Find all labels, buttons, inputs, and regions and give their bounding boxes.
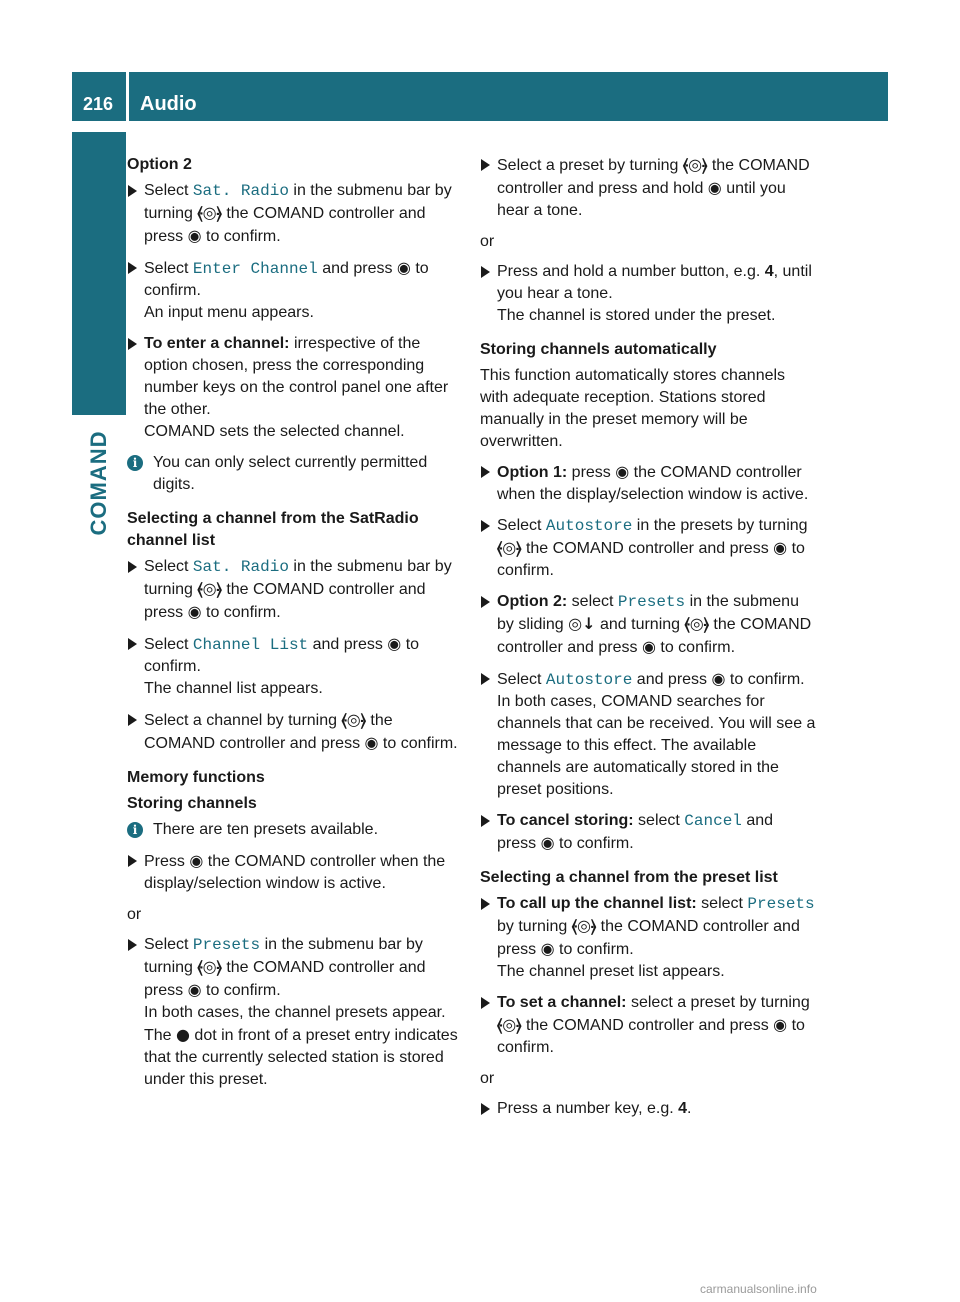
step-arrow-icon [128,185,137,197]
step-arrow-icon [481,520,490,532]
turn-controller-icon: ⦑◎⦒ [571,916,597,935]
menu-item-sat-radio: Sat. Radio [192,182,289,200]
preset-list-heading: Selecting a channel from the preset list [480,869,778,886]
side-tab [72,132,126,415]
or-separator: or [127,906,142,923]
step-cancel-storing: To cancel storing: select Cancel and press ◉ to confirm. [480,810,816,855]
press-controller-icon: ◉ [189,851,204,870]
press-controller-icon: ◉ [641,637,656,656]
step-select-channel: Select a channel by turning ⦑◎⦒ the COMAND controller and press ◉ to confirm. [127,709,463,755]
step-option2: Option 2: select Presets in the submenu by sliding ◎↓ and turning ⦑◎⦒ the COMAND controller and press ◉ to confirm. [480,591,816,659]
step-call-channel-list: To call up the channel list: select Presets by turning ⦑◎⦒ the COMAND controller and press ◉ to confirm. The channel preset list appears. [480,893,816,983]
step-arrow-icon [481,898,490,910]
step-press-controller: Press ◉ the COMAND controller when the display/selection window is active. [127,850,463,895]
info-icon: i [127,822,143,838]
step-arrow-icon [481,1103,490,1115]
memory-heading: Memory functions [127,769,265,786]
step-arrow-icon [481,266,490,278]
or-separator: or [480,1070,495,1087]
turn-controller-icon: ⦑◎⦒ [497,538,522,557]
auto-heading: Storing channels automatically [480,341,717,358]
info-note-presets: i There are ten presets available. [127,819,463,841]
menu-item-presets: Presets [747,895,815,913]
side-tab-label: COMAND [86,430,111,535]
preset-dot-icon: ● [176,1025,190,1044]
step-enter-channel: Select Enter Channel and press ◉ to confirm. An input menu appears. [127,257,463,324]
step-select-preset: Select a preset by turning ⦑◎⦒ the COMAND controller and press and hold ◉ until you hear a tone. [480,154,816,222]
slide-down-controller-icon: ◎↓ [568,614,596,633]
info-icon: i [127,455,143,471]
step-arrow-icon [128,855,137,867]
step-set-channel: To set a channel: select a preset by turning ⦑◎⦒ the COMAND controller and press ◉ to confirm. [480,992,816,1059]
menu-item-enter-channel: Enter Channel [192,260,318,278]
press-controller-icon: ◉ [773,1015,788,1034]
turn-controller-icon: ⦑◎⦒ [497,1015,522,1034]
step-select-sat-radio-2: Select Sat. Radio in the submenu bar by turning ⦑◎⦒ the COMAND controller and press ◉ to confirm. [127,556,463,624]
press-controller-icon: ◉ [187,602,202,621]
menu-item-sat-radio: Sat. Radio [192,558,289,576]
storing-heading: Storing channels [127,795,257,812]
step-channel-list: Select Channel List and press ◉ to confirm. The channel list appears. [127,633,463,700]
info-note-digits: i You can only select currently permitted digits. [127,452,463,496]
step-arrow-icon [481,596,490,608]
press-controller-icon: ◉ [707,178,722,197]
menu-item-cancel: Cancel [684,812,742,830]
menu-item-presets: Presets [192,936,261,954]
step-arrow-icon [128,338,137,350]
step-arrow-icon [481,159,490,171]
turn-controller-icon: ⦑◎⦒ [341,710,366,729]
step-arrow-icon [128,262,137,274]
step-select-presets: Select Presets in the submenu bar by turning ⦑◎⦒ the COMAND controller and press ◉ to confirm. In both cases, the channel presets appear. The ● dot in front of a preset entry indicates that the currently selected station is stored under this preset. [127,934,463,1091]
header-divider [126,72,129,121]
turn-controller-icon: ⦑◎⦒ [197,579,222,598]
press-controller-icon: ◉ [773,538,788,557]
menu-item-autostore: Autostore [545,517,633,535]
press-controller-icon: ◉ [187,226,202,245]
auto-paragraph: This function automatically stores channels with adequate reception. Stations stored manually in the preset memory will be overwritten. [480,367,786,450]
press-controller-icon: ◉ [615,462,630,481]
turn-controller-icon: ⦑◎⦒ [197,203,222,222]
press-controller-icon: ◉ [540,833,555,852]
press-controller-icon: ◉ [387,634,402,653]
press-controller-icon: ◉ [711,669,726,688]
press-controller-icon: ◉ [364,733,379,752]
press-controller-icon: ◉ [396,258,411,277]
step-arrow-icon [481,997,490,1009]
or-separator: or [480,233,495,250]
press-controller-icon: ◉ [187,980,202,999]
section-title: Audio [140,93,197,115]
turn-controller-icon: ⦑◎⦒ [684,614,709,633]
step-option1: Option 1: press ◉ the COMAND controller when the display/selection window is active. [480,461,816,506]
menu-item-channel-list: Channel List [192,636,309,654]
step-autostore-confirm: Select Autostore and press ◉ to confirm. In both cases, COMAND searches for channels that can be received. You will see a message to this effect. The available channels are automatically stored in the preset positions. [480,668,816,801]
page-number: 216 [82,94,114,114]
step-arrow-icon [481,815,490,827]
right-column [480,154,816,1129]
press-controller-icon: ◉ [540,939,555,958]
step-arrow-icon [128,638,137,650]
step-arrow-icon [481,466,490,478]
option2-heading: Option 2 [127,156,192,173]
step-press-hold-number: Press and hold a number button, e.g. 4, until you hear a tone. The channel is stored under the preset. [480,261,816,327]
step-to-enter-channel: To enter a channel: irrespective of the option chosen, press the corresponding number keys on the control panel one after the other. COMAND sets the selected channel. [127,333,463,443]
list-heading: Selecting a channel from the SatRadio channel list [127,510,419,549]
step-press-number-key: Press a number key, e.g. 4. [480,1098,816,1120]
menu-item-presets: Presets [617,593,686,611]
step-select-sat-radio: Select Sat. Radio in the submenu bar by turning ⦑◎⦒ the COMAND controller and press ◉ to confirm. [127,180,463,248]
menu-item-autostore: Autostore [545,671,633,689]
step-arrow-icon [128,561,137,573]
footer-watermark-url: carmanualsonline.info [700,1282,817,1296]
turn-controller-icon: ⦑◎⦒ [197,957,222,976]
turn-controller-icon: ⦑◎⦒ [682,155,708,174]
step-select-autostore: Select Autostore in the presets by turning ⦑◎⦒ the COMAND controller and press ◉ to confirm. [480,515,816,582]
step-arrow-icon [128,939,137,951]
step-arrow-icon [128,714,137,726]
step-arrow-icon [481,673,490,685]
left-column [127,154,463,1100]
